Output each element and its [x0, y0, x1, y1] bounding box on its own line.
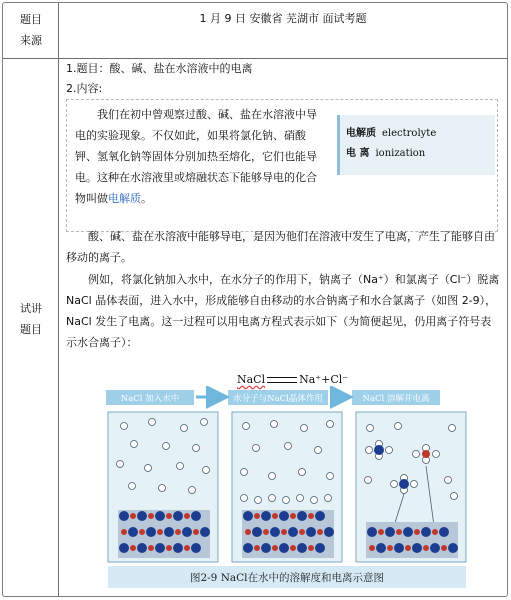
label-column-divider — [58, 3, 59, 596]
equation-products: Na⁺+Cl⁻ — [299, 373, 349, 386]
step-label: NaCl 加入水中 — [120, 394, 180, 404]
nacl-crystal-2 — [242, 510, 334, 558]
nacl-crystal-1 — [118, 510, 210, 558]
glossary-term: 电 离 — [346, 148, 370, 159]
glossary-entry — [346, 144, 495, 164]
glossary-box — [337, 115, 495, 175]
glossary-translation: electrolyte — [382, 128, 437, 139]
glossary-term: 电解质 — [346, 128, 376, 139]
content-label: 2.内容: — [66, 82, 103, 95]
equation-sign — [267, 377, 297, 383]
figure-caption: 图2-9 NaCl在水中的溶解度和电离示意图 — [189, 572, 385, 584]
source-label: 题目来源 — [20, 13, 42, 47]
nacl-crystal-3 — [366, 522, 458, 558]
step-label: 水分子与NaCl晶体作用 — [233, 394, 323, 404]
section-label: 试讲题目 — [20, 302, 42, 336]
glossary-entry — [346, 124, 495, 144]
paragraph-ionization: 例如，将氯化钠加入水中，在水分子的作用下，钠离子（Na⁺）和氯离子（Cl⁻）脱离 NaCl 晶体表面，进入水中，形成能够自由移动的水合钠离子和水合氯离子（如图 2-9），NaCl 发生了电离。这一过程可以用电离方程式表示如下（为简便起见，仍用离子符号表示水合离子）： — [66, 273, 500, 349]
electrolyte-term: 电解质 — [108, 192, 141, 205]
equation-reactant: NaCl — [237, 373, 266, 386]
intro-paragraph: 我们在初中曾观察过酸、碱、盐在水溶液中导电的实验现象。不仅如此，如果将氯化钠、硝酸钾、氢氧化钠等固体分别加热至熔化，它们也能导电。这种在水溶液里或熔融状态下能够导电的化合物叫做电解质。 — [75, 108, 317, 205]
source-value: 1 月 9 日 安徽省 芜湖市 面试考题 — [199, 12, 367, 25]
topic-title: 1.题目：酸、碱、盐在水溶液中的电离 — [66, 62, 253, 75]
glossary-translation: ionization — [375, 148, 426, 159]
paragraph-conduction: 酸、碱、盐在水溶液中能够导电，是因为他们在溶液中发生了电离，产生了能够自由移动的离子。 — [66, 230, 495, 264]
nacl-dissolution-figure — [104, 386, 480, 592]
step-label: NaCl 溶解并电离 — [362, 394, 430, 404]
